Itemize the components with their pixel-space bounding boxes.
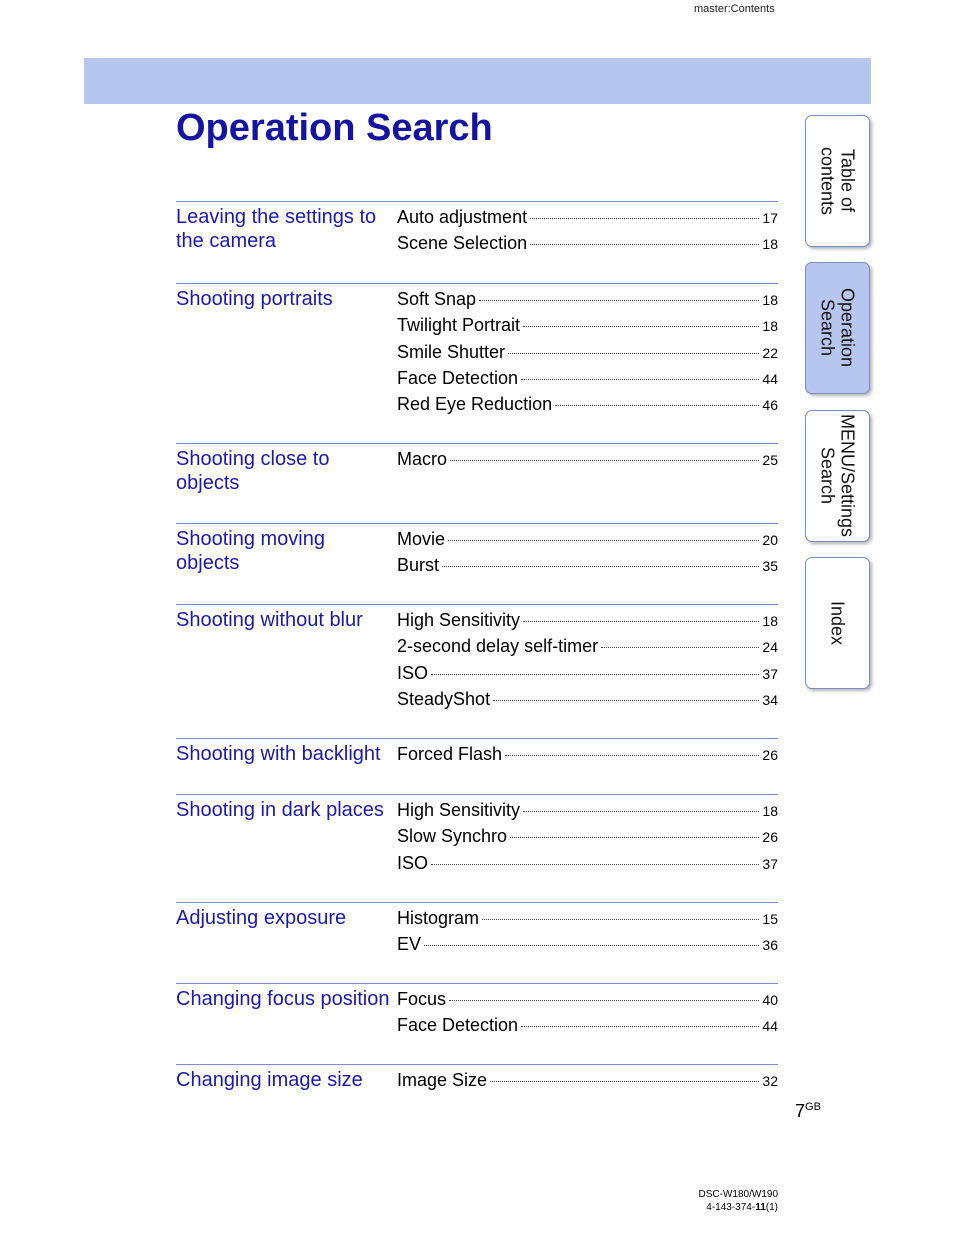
item-page[interactable]: 40 xyxy=(762,992,778,1008)
item-name[interactable]: Slow Synchro xyxy=(397,826,508,847)
item-page[interactable]: 18 xyxy=(762,613,778,629)
section xyxy=(176,443,778,523)
section-category[interactable]: Shooting with backlight xyxy=(176,743,381,765)
dot-leader xyxy=(521,379,759,380)
dot-leader xyxy=(490,1081,759,1082)
dot-leader xyxy=(523,621,759,622)
item-name[interactable]: Focus xyxy=(397,989,447,1009)
dot-leader xyxy=(431,864,759,865)
list-item[interactable] xyxy=(397,446,778,472)
section-items xyxy=(397,795,778,876)
section-category[interactable]: Changing image size xyxy=(176,1069,363,1091)
item-page[interactable]: 17 xyxy=(762,210,778,226)
item-name[interactable]: Movie xyxy=(397,529,446,549)
dot-leader xyxy=(510,837,759,838)
item-name[interactable]: Histogram xyxy=(397,908,480,928)
list-item[interactable] xyxy=(397,986,778,1012)
item-page[interactable]: 26 xyxy=(762,747,778,763)
section-category[interactable]: Shooting close to objects xyxy=(176,448,330,494)
list-item[interactable] xyxy=(397,905,778,931)
dot-leader xyxy=(530,244,759,245)
section xyxy=(176,283,778,443)
item-name[interactable]: High Sensitivity xyxy=(397,800,521,820)
item-page[interactable]: 34 xyxy=(762,691,778,708)
item-name[interactable]: Smile Shutter xyxy=(397,341,506,362)
tab-label: MENU/Settings Search xyxy=(817,414,858,538)
list-item[interactable] xyxy=(397,526,778,552)
section-items xyxy=(397,739,778,767)
section xyxy=(176,902,778,983)
section xyxy=(176,1064,778,1105)
section-items xyxy=(397,444,778,472)
dot-leader xyxy=(508,353,759,354)
item-name[interactable]: Red Eye Reduction xyxy=(397,394,553,415)
model-code: 4-143-374-11(1) xyxy=(706,1202,778,1213)
list-item[interactable] xyxy=(397,686,778,712)
item-name[interactable]: Scene Selection xyxy=(397,233,528,254)
list-item[interactable] xyxy=(397,741,778,767)
dot-leader xyxy=(450,460,759,461)
item-page[interactable]: 18 xyxy=(762,236,778,253)
item-page[interactable]: 37 xyxy=(762,855,778,872)
item-page[interactable]: 24 xyxy=(762,639,778,656)
dot-leader xyxy=(530,218,759,219)
section xyxy=(176,604,778,738)
item-name[interactable]: 2-second delay self-timer xyxy=(397,636,599,657)
item-page[interactable]: 37 xyxy=(762,665,778,682)
list-item[interactable] xyxy=(397,660,778,686)
section-category[interactable]: Shooting in dark places xyxy=(176,799,384,821)
list-item[interactable] xyxy=(397,1012,778,1038)
tab-label: Index xyxy=(827,600,848,646)
page-title: Operation Search xyxy=(176,107,493,149)
list-item[interactable] xyxy=(397,391,778,417)
tab-label: Operation Search xyxy=(817,288,858,368)
section xyxy=(176,523,778,604)
dot-leader xyxy=(523,811,759,812)
item-page[interactable]: 44 xyxy=(762,370,778,387)
item-page[interactable]: 44 xyxy=(762,1018,778,1035)
list-item[interactable] xyxy=(397,286,778,312)
dot-leader xyxy=(449,1000,759,1001)
dot-leader xyxy=(523,326,759,327)
item-page[interactable]: 32 xyxy=(762,1073,778,1089)
list-item[interactable] xyxy=(397,230,778,256)
list-item[interactable] xyxy=(397,931,778,957)
tab-menu-settings-search[interactable] xyxy=(805,410,870,542)
list-item[interactable] xyxy=(397,365,778,391)
master-label: master:Contents xyxy=(694,3,775,15)
item-name[interactable]: Forced Flash xyxy=(397,744,503,764)
section xyxy=(176,983,778,1064)
section-items xyxy=(397,984,778,1039)
item-name[interactable]: Soft Snap xyxy=(397,289,477,309)
section xyxy=(176,738,778,794)
operation-list xyxy=(176,201,778,1105)
dot-leader xyxy=(482,919,759,920)
section-items xyxy=(397,903,778,958)
item-page[interactable]: 22 xyxy=(762,344,778,361)
list-item[interactable] xyxy=(397,797,778,823)
section-category[interactable]: Shooting moving objects xyxy=(176,528,325,574)
section-items xyxy=(397,524,778,579)
dot-leader xyxy=(555,405,759,406)
section-category[interactable]: Shooting without blur xyxy=(176,609,363,631)
list-item[interactable] xyxy=(397,823,778,849)
item-name[interactable]: Burst xyxy=(397,555,440,576)
section-items xyxy=(397,1065,778,1093)
dot-leader xyxy=(442,566,759,567)
section-category[interactable]: Shooting portraits xyxy=(176,288,333,310)
list-item[interactable] xyxy=(397,850,778,876)
list-item[interactable] xyxy=(397,204,778,230)
item-name[interactable]: EV xyxy=(397,934,422,955)
tab-table-of-contents[interactable] xyxy=(805,115,870,247)
item-name[interactable]: SteadyShot xyxy=(397,688,491,709)
item-name[interactable]: ISO xyxy=(397,852,429,873)
item-name[interactable]: ISO xyxy=(397,662,429,683)
item-name[interactable]: Face Detection xyxy=(397,1015,519,1036)
model-info xyxy=(690,1188,778,1214)
item-name[interactable]: High Sensitivity xyxy=(397,610,521,630)
tab-label: Table of contents xyxy=(817,146,858,216)
section xyxy=(176,201,778,283)
section xyxy=(176,794,778,902)
section-items xyxy=(397,202,778,257)
item-page[interactable]: 20 xyxy=(762,532,778,548)
item-page[interactable]: 15 xyxy=(762,911,778,927)
item-name[interactable]: Auto adjustment xyxy=(397,207,528,227)
dot-leader xyxy=(505,755,759,756)
list-item[interactable] xyxy=(397,1067,778,1093)
list-item[interactable] xyxy=(397,339,778,365)
list-item[interactable] xyxy=(397,633,778,659)
section-category[interactable]: Leaving the settings to the camera xyxy=(176,206,377,252)
dot-leader xyxy=(479,300,759,301)
item-page[interactable]: 18 xyxy=(762,803,778,819)
section-items xyxy=(397,605,778,712)
section-category[interactable]: Changing focus position xyxy=(176,988,390,1010)
item-page[interactable]: 35 xyxy=(762,558,778,575)
model-name: DSC-W180/W190 xyxy=(698,1189,778,1200)
item-name[interactable]: Face Detection xyxy=(397,367,519,388)
dot-leader xyxy=(521,1026,759,1027)
dot-leader xyxy=(493,700,759,701)
section-items xyxy=(397,284,778,417)
tab-index[interactable] xyxy=(805,557,870,689)
item-page[interactable]: 46 xyxy=(762,397,778,414)
item-page[interactable]: 25 xyxy=(762,452,778,468)
list-item[interactable] xyxy=(397,607,778,633)
item-page[interactable]: 18 xyxy=(762,292,778,308)
dot-leader xyxy=(424,945,759,946)
item-name[interactable]: Macro xyxy=(397,449,448,469)
dot-leader xyxy=(431,674,759,675)
tab-operation-search[interactable] xyxy=(805,262,870,394)
list-item[interactable] xyxy=(397,312,778,338)
item-page[interactable]: 26 xyxy=(762,829,778,846)
list-item[interactable] xyxy=(397,552,778,578)
section-category[interactable]: Adjusting exposure xyxy=(176,907,347,929)
page-number: $7^{GB}$ xyxy=(795,1101,821,1121)
item-name[interactable]: Twilight Portrait xyxy=(397,315,521,336)
item-page[interactable]: 36 xyxy=(762,937,778,954)
header-bar xyxy=(84,58,871,104)
dot-leader xyxy=(448,540,759,541)
item-name[interactable]: Image Size xyxy=(397,1070,488,1090)
dot-leader xyxy=(601,647,759,648)
item-page[interactable]: 18 xyxy=(762,318,778,335)
